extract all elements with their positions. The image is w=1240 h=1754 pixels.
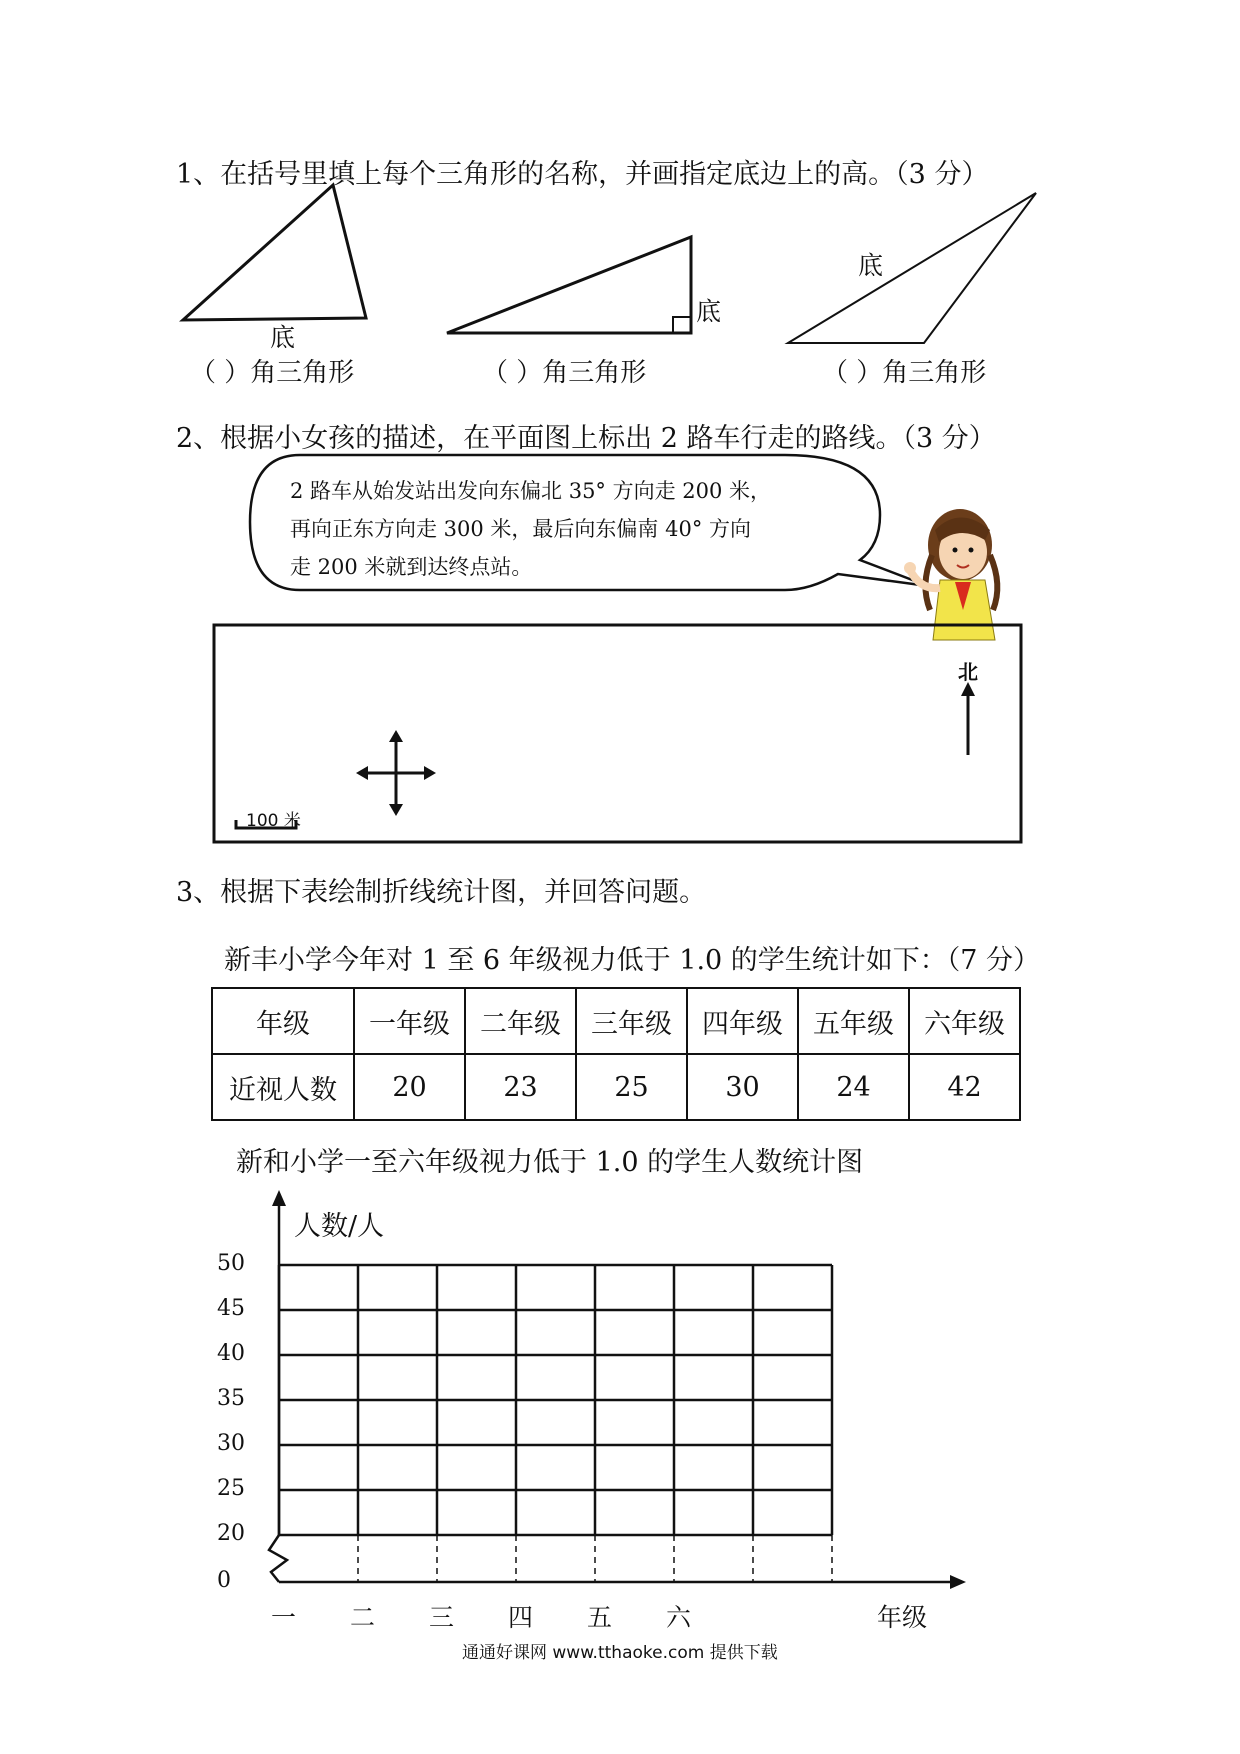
table-row <box>212 988 1020 1054</box>
base-label-1: 底 <box>270 323 296 352</box>
girl-illustration <box>904 509 997 640</box>
q1-title: 1、在括号里填上每个三角形的名称，并画指定底边上的高。（3 分） <box>176 159 989 190</box>
chart-ylabel: 人数/人 <box>294 1211 385 1242</box>
x-tick-label: 六 <box>666 1603 692 1632</box>
x-tick-label: 二 <box>350 1603 376 1632</box>
obtuse-triangle <box>788 193 1036 343</box>
table-cell: 五年级 <box>798 988 909 1054</box>
answer-blank-2[interactable]: （ ）角三角形 <box>482 358 647 388</box>
table-row <box>212 1054 1020 1120</box>
y-tick-label: 40 <box>217 1341 245 1366</box>
acute-triangle <box>183 185 366 320</box>
table-cell: 25 <box>576 1054 687 1120</box>
x-axis-arrow <box>950 1575 966 1589</box>
x-tick-label: 五 <box>587 1603 613 1632</box>
answer-blank-1[interactable]: （ ）角三角形 <box>190 358 355 388</box>
compass-icon <box>356 730 436 816</box>
table-cell: 四年级 <box>687 988 798 1054</box>
y-tick-label: 25 <box>217 1476 245 1501</box>
q3-subtitle: 新丰小学今年对 1 至 6 年级视力低于 1.0 的学生统计如下：（7 分） <box>224 945 1041 976</box>
q3-title: 3、根据下表绘制折线统计图，并回答问题。 <box>176 877 707 908</box>
speech-text <box>290 472 771 586</box>
table-cell: 24 <box>798 1054 909 1120</box>
chart-xlabel: 年级 <box>877 1603 928 1632</box>
line-chart-grid <box>0 1180 1240 1650</box>
speech-line-2: 再向正东方向走 300 米，最后向东偏南 40° 方向 <box>290 517 752 541</box>
y-tick-label: 30 <box>217 1431 245 1456</box>
table-cell: 六年级 <box>909 988 1020 1054</box>
table-header-count: 近视人数 <box>212 1054 354 1120</box>
y-tick-label: 0 <box>217 1568 231 1593</box>
table-cell: 30 <box>687 1054 798 1120</box>
y-tick-label: 45 <box>217 1296 245 1321</box>
table-cell: 二年级 <box>465 988 576 1054</box>
map-frame <box>214 625 1021 842</box>
q2-title: 2、根据小女孩的描述，在平面图上标出 2 路车行走的路线。（3 分） <box>176 423 996 454</box>
scale-label: 100 米 <box>246 811 301 831</box>
y-tick-label: 35 <box>217 1386 245 1411</box>
x-tick-label: 三 <box>429 1603 455 1632</box>
y-axis-arrow <box>272 1190 286 1206</box>
base-label-3: 底 <box>858 251 884 280</box>
right-triangle <box>447 237 691 333</box>
table-cell: 42 <box>909 1054 1020 1120</box>
grade-table <box>211 987 1021 1121</box>
speech-line-1: 2 路车从始发站出发向东偏北 35° 方向走 200 米， <box>290 479 772 503</box>
table-cell: 三年级 <box>576 988 687 1054</box>
y-tick-label: 50 <box>217 1251 245 1276</box>
table-header-grade: 年级 <box>212 988 354 1054</box>
right-angle-mark <box>673 317 691 333</box>
table-cell: 20 <box>354 1054 465 1120</box>
x-tick-label: 一 <box>271 1603 297 1632</box>
speech-line-3: 走 200 米就到达终点站。 <box>290 555 533 579</box>
north-label: 北 <box>958 660 978 684</box>
footer-text: 通通好课网 www.tthaoke.com 提供下载 <box>462 1643 778 1663</box>
north-arrow-icon <box>961 682 975 755</box>
base-label-2: 底 <box>696 297 722 326</box>
answer-blank-3[interactable]: （ ）角三角形 <box>822 358 987 388</box>
y-tick-label: 20 <box>217 1521 245 1546</box>
chart-title: 新和小学一至六年级视力低于 1.0 的学生人数统计图 <box>236 1147 864 1178</box>
x-tick-label: 四 <box>508 1603 534 1632</box>
table-cell: 23 <box>465 1054 576 1120</box>
table-cell: 一年级 <box>354 988 465 1054</box>
q1-triangles <box>0 0 1240 400</box>
axis-break-mark <box>269 1535 287 1582</box>
